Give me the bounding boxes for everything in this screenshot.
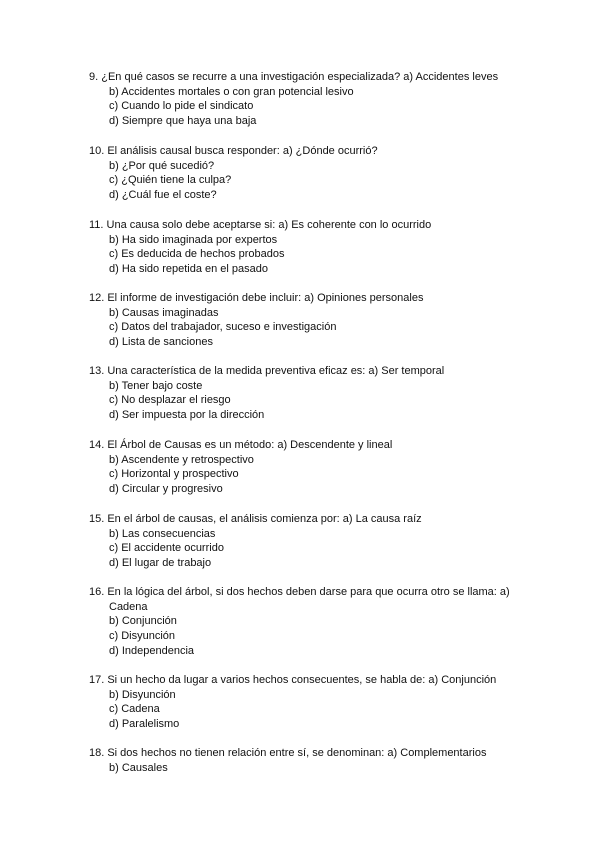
option-d: d) El lugar de trabajo	[109, 557, 212, 570]
question-11	[89, 218, 529, 277]
option-c: c) Datos del trabajador, suceso e investigación	[109, 321, 337, 334]
question-stem: 11. Una causa solo debe aceptarse si: a) Es coherente con lo ocurrido	[89, 219, 432, 231]
option-d: d) Independencia	[109, 644, 195, 657]
question-17	[89, 673, 529, 732]
option-d: d) Ser impuesta por la dirección	[109, 409, 265, 422]
question-stem-continuation: Cadena	[109, 600, 148, 613]
question-18	[89, 746, 529, 775]
option-b: b) Disyunción	[109, 688, 176, 701]
question-stem: 17. Si un hecho da lugar a varios hechos consecuentes, se habla de: a) Conjunción	[89, 674, 497, 686]
option-b: b) Ha sido imaginada por expertos	[109, 233, 278, 246]
question-stem: 9. ¿En qué casos se recurre a una investigación especializada? a) Accidentes leves	[89, 71, 499, 83]
question-stem: 13. Una característica de la medida preventiva eficaz es: a) Ser temporal	[89, 365, 445, 377]
question-16	[89, 585, 529, 659]
option-d: d) Circular y progresivo	[109, 483, 223, 496]
option-c: c) Horizontal y prospectivo	[109, 468, 239, 481]
question-10	[89, 144, 529, 203]
option-b: b) Ascendente y retrospectivo	[109, 453, 254, 466]
option-c: c) No desplazar el riesgo	[109, 394, 231, 407]
question-13	[89, 364, 529, 423]
option-c: c) El accidente ocurrido	[109, 542, 224, 555]
option-b: b) ¿Por qué sucedió?	[109, 159, 215, 172]
option-b: b) Causas imaginadas	[109, 306, 219, 319]
option-d: d) Lista de sanciones	[109, 336, 213, 349]
question-14	[89, 438, 529, 497]
question-stem: 10. El análisis causal busca responder: a) ¿Dónde ocurrió?	[89, 145, 378, 157]
option-c: c) Cadena	[109, 703, 160, 716]
question-15	[89, 512, 529, 571]
question-stem: 16. En la lógica del árbol, si dos hechos deben darse para que ocurra otro se llama: a)	[89, 586, 510, 598]
question-stem: 14. El Árbol de Causas es un método: a) Descendente y lineal	[89, 439, 393, 451]
option-d: d) Paralelismo	[109, 718, 180, 731]
option-b: b) Accidentes mortales o con gran potencial lesivo	[109, 85, 354, 98]
question-stem: 18. Si dos hechos no tienen relación entre sí, se denominan: a) Complementarios	[89, 747, 487, 759]
option-d: d) Siempre que haya una baja	[109, 115, 257, 128]
option-c: c) Es deducida de hechos probados	[109, 248, 285, 261]
option-b: b) Las consecuencias	[109, 527, 216, 540]
question-stem: 15. En el árbol de causas, el análisis comienza por: a) La causa raíz	[89, 513, 422, 525]
question-stem: 12. El informe de investigación debe incluir: a) Opiniones personales	[89, 292, 424, 304]
option-d: d) ¿Cuál fue el coste?	[109, 189, 217, 202]
option-c: c) ¿Quién tiene la culpa?	[109, 174, 232, 187]
option-d: d) Ha sido repetida en el pasado	[109, 263, 268, 276]
question-12	[89, 291, 529, 350]
option-c: c) Disyunción	[109, 630, 176, 643]
option-c: c) Cuando lo pide el sindicato	[109, 100, 254, 113]
question-9	[89, 70, 529, 129]
option-b: b) Conjunción	[109, 615, 177, 628]
option-b: b) Causales	[109, 761, 168, 774]
option-b: b) Tener bajo coste	[109, 379, 203, 392]
